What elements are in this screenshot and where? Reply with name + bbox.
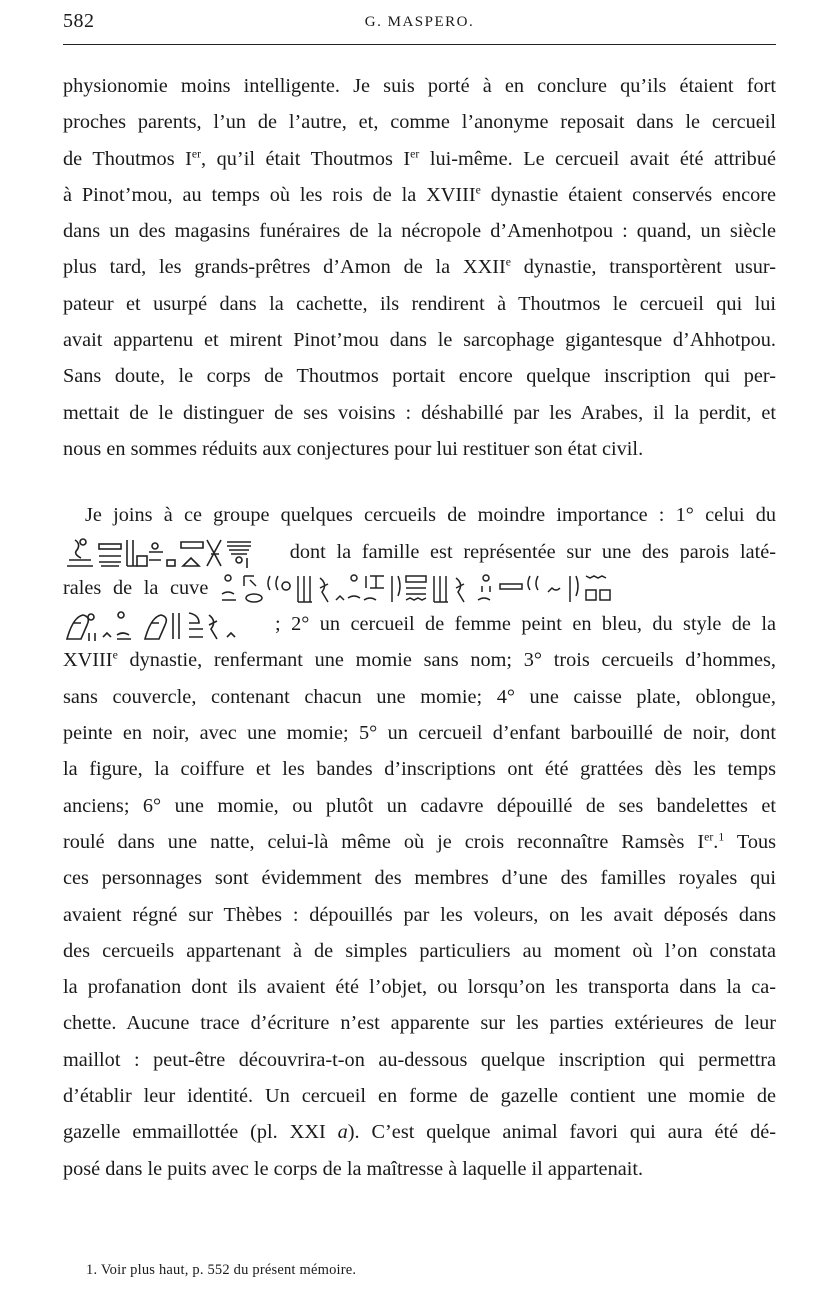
text-line: pateur et usurpé dans la cachette, ils rendirent à Thoutmos le cercueil qui lui xyxy=(63,292,776,315)
text-line: rales de la cuve xyxy=(63,570,776,606)
text-line: ; 2° un cercueil de femme peint en bleu, du style de la xyxy=(63,606,776,642)
hieroglyph-inscription-icon xyxy=(220,572,776,606)
text-line: peinte en noir, avec une momie; 5° un cercueil d’enfant barbouillé de noir, dont xyxy=(63,722,776,745)
paragraph-2 xyxy=(63,497,776,1187)
hieroglyph-name-icon xyxy=(63,536,279,570)
text-line: plus tard, les grands-prêtres d’Amon de la XXIIe dynastie, transportèrent usur- xyxy=(63,256,776,279)
text-line: des cercueils appartenant à de simples particuliers au moment où l’on constata xyxy=(63,939,776,962)
text-line: XVIIIe dynastie, renfermant une momie sans nom; 3° trois cercueils d’hommes, xyxy=(63,649,776,672)
text-line: à Pinot’mou, au temps où les rois de la XVIIIe dynastie étaient conservés encore xyxy=(63,183,776,206)
text-line: Sans doute, le corps de Thoutmos portait encore quelque inscription qui per- xyxy=(63,365,776,388)
body-text xyxy=(63,68,776,1187)
text-line: la profanation dont ils avaient été l’objet, ou lorsqu’on les transporta dans la ca- xyxy=(63,976,776,999)
text-line: mettait de le distinguer de ses voisins : déshabillé par les Arabes, il la perdit, et xyxy=(63,401,776,424)
text-line: maillot : peut-être découvrira-t-on au-dessous quelque inscription qui permettra xyxy=(63,1048,776,1071)
footnote: 1. Voir plus haut, p. 552 du présent mémoire. xyxy=(86,1262,357,1278)
text-line: de Thoutmos Ier, qu’il était Thoutmos Ier lui-même. Le cercueil avait été attribué xyxy=(63,147,776,170)
text-line: Je joins à ce groupe quelques cercueils de moindre importance : 1° celui du xyxy=(85,504,776,527)
page-header xyxy=(63,8,776,38)
text-line: avait appartenu et mirent Pinot’mou dans le sarcophage gigantesque d’Ahhotpou. xyxy=(63,329,776,352)
text-line: sans couvercle, contenant chacun une momie; 4° une caisse plate, oblongue, xyxy=(63,685,776,708)
text-line: dans un des magasins funéraires de la nécropole d’Amenhotpou : quand, un siècle xyxy=(63,220,776,243)
text-line: physionomie moins intelligente. Je suis porté à en conclure qu’ils étaient fort xyxy=(63,75,776,97)
text-line: d’établir leur identité. Un cercueil en forme de gazelle contient une momie de xyxy=(63,1085,776,1108)
hieroglyph-bird-group-icon xyxy=(63,609,275,643)
text-line: avaient régné sur Thèbes : dépouillés par les voleurs, on les avait déposés dans xyxy=(63,903,776,926)
text-line: anciens; 6° une momie, ou plutôt un cadavre dépouillé de ses bandelettes et xyxy=(63,794,776,817)
paragraph-1 xyxy=(63,68,776,467)
text-line: gazelle emmaillottée (pl. XXI a). C’est quelque animal favori qui aura été dé- xyxy=(63,1121,776,1144)
page-number: 582 xyxy=(63,10,95,32)
text-line: roulé dans une natte, celui-là même où je crois reconnaître Ramsès Ier.$^1$ Tous xyxy=(63,830,776,853)
text-line: proches parents, l’un de l’autre, et, comme l’anonyme reposait dans le cercueil xyxy=(63,111,776,134)
text-line: posé dans le puits avec le corps de la maîtresse à laquelle il appartenait. xyxy=(63,1157,644,1180)
text-line: chette. Aucune trace d’écriture n’est apparente sur les parties extérieures de leur xyxy=(63,1012,776,1035)
footnote-reference: 1 xyxy=(718,830,725,844)
header-rule xyxy=(63,44,776,45)
text-line: ces personnages sont évidemment des membres d’une des familles royales qui xyxy=(63,867,776,890)
text-line: la figure, la coiffure et les bandes d’inscriptions ont été grattées dès les temps xyxy=(63,758,776,781)
text-line: nous en sommes réduits aux conjectures pour lui restituer son état civil. xyxy=(63,437,644,460)
text-line: dont la famille est représentée sur une des parois laté- xyxy=(63,534,776,570)
running-head: G. MASPERO. xyxy=(364,14,475,30)
